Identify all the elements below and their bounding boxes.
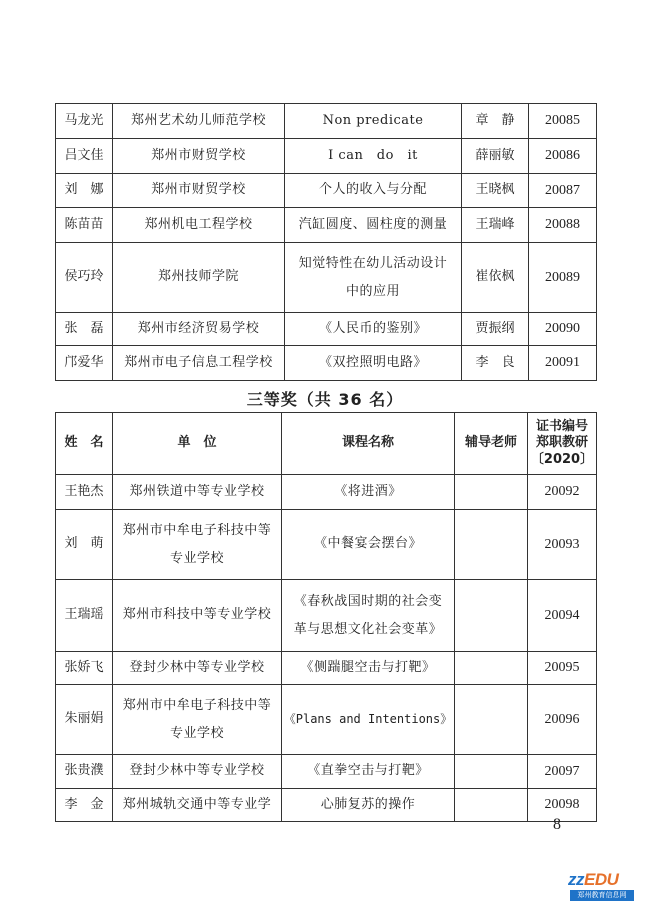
teacher-cell: 王瑞峰: [462, 208, 529, 243]
course-cell: 《中餐宴会摆台》: [282, 510, 455, 580]
name-cell: 吕文佳: [56, 139, 113, 174]
cert-cell: 20087: [529, 174, 597, 208]
cert-cell: 20088: [529, 208, 597, 243]
course-cell: 汽缸圆度、圆柱度的测量: [285, 208, 462, 243]
unit-cell: 郑州市财贸学校: [113, 139, 285, 174]
table-row: [56, 789, 597, 822]
name-cell: 李 金: [56, 789, 113, 822]
course-cell: 心肺复苏的操作: [282, 789, 455, 822]
logo-accent: EDU: [584, 870, 619, 889]
table-row: [56, 174, 597, 208]
header-course: 课程名称: [282, 413, 455, 475]
course-cell: [285, 243, 462, 313]
teacher-cell: 李 良: [462, 346, 529, 381]
unit-cell: 郑州市科技中等专业学校: [113, 580, 282, 652]
name-cell: 刘 娜: [56, 174, 113, 208]
course-cell: [282, 580, 455, 652]
unit-line: 郑州市中牟电子科技中等: [122, 523, 272, 539]
course-cell: 个人的收入与分配: [285, 174, 462, 208]
unit-line: 专业学校: [169, 725, 224, 741]
course-cell: 《Plans and Intentions》: [282, 685, 455, 755]
teacher-cell: [455, 755, 528, 789]
course-line: 中的应用: [345, 283, 400, 299]
name-cell: 马龙光: [56, 104, 113, 139]
teacher-cell: 王晓枫: [462, 174, 529, 208]
table-row: [56, 685, 597, 755]
table-row: [56, 104, 597, 139]
cert-cell: 20089: [529, 243, 597, 313]
course-line: 知觉特性在幼儿活动设计: [298, 256, 448, 272]
name-cell: 朱丽娟: [56, 685, 113, 755]
table-row: [56, 475, 597, 510]
cert-cell: 20092: [528, 475, 597, 510]
header-cert: [528, 413, 597, 475]
table-row: [56, 313, 597, 346]
header-teacher: 辅导老师: [455, 413, 528, 475]
cert-cell: 20095: [528, 652, 597, 685]
course-line: 《春秋战国时期的社会变: [293, 594, 443, 610]
teacher-cell: 章 静: [462, 104, 529, 139]
cert-cell: 20098: [528, 789, 597, 822]
cert-cell: 20085: [529, 104, 597, 139]
teacher-cell: [455, 685, 528, 755]
table-row: [56, 346, 597, 381]
cert-cell: 20093: [528, 510, 597, 580]
page-number: 8: [553, 816, 561, 833]
logo-wordmark: [568, 870, 618, 890]
teacher-cell: [455, 510, 528, 580]
cert-cell: 20096: [528, 685, 597, 755]
header-cert-line: 证书编号: [535, 419, 588, 435]
unit-cell: 郑州市财贸学校: [113, 174, 285, 208]
teacher-cell: [455, 580, 528, 652]
unit-cell: 郑州机电工程学校: [113, 208, 285, 243]
cert-cell: 20091: [529, 346, 597, 381]
name-cell: 王瑞瑶: [56, 580, 113, 652]
teacher-cell: 崔依枫: [462, 243, 529, 313]
course-cell: 《人民币的鉴别》: [285, 313, 462, 346]
name-cell: 张娇飞: [56, 652, 113, 685]
name-cell: 邝爱华: [56, 346, 113, 381]
name-cell: 陈苗苗: [56, 208, 113, 243]
course-cell: 《侧踹腿空击与打靶》: [282, 652, 455, 685]
teacher-cell: [455, 475, 528, 510]
unit-cell: [113, 685, 282, 755]
unit-line: 郑州市中牟电子科技中等: [122, 698, 272, 714]
cert-cell: 20094: [528, 580, 597, 652]
section-title: 三等奖（共 36 名）: [246, 390, 404, 409]
course-line: 革与思想文化社会变革》: [293, 621, 443, 637]
unit-cell: 登封少林中等专业学校: [113, 652, 282, 685]
header-name: 姓 名: [56, 413, 113, 475]
unit-cell: 郑州市经济贸易学校: [113, 313, 285, 346]
course-cell: 《将进酒》: [282, 475, 455, 510]
table-row: [56, 652, 597, 685]
name-cell: 侯巧玲: [56, 243, 113, 313]
unit-cell: 登封少林中等专业学校: [113, 755, 282, 789]
course-cell: I can do it: [285, 139, 462, 174]
awards-table-continued: [55, 103, 597, 381]
cert-cell: 20086: [529, 139, 597, 174]
course-cell: 《双控照明电路》: [285, 346, 462, 381]
logo-main: zz: [568, 870, 584, 889]
teacher-cell: 贾振纲: [462, 313, 529, 346]
name-cell: 张贵濮: [56, 755, 113, 789]
table-header-row: [56, 413, 597, 475]
name-cell: 王艳杰: [56, 475, 113, 510]
logo-subtitle: 郑州教育信息网: [570, 890, 634, 901]
teacher-cell: [455, 789, 528, 822]
teacher-cell: 薛丽敏: [462, 139, 529, 174]
table-row: [56, 580, 597, 652]
third-prize-table: [55, 412, 597, 822]
unit-cell: 郑州铁道中等专业学校: [113, 475, 282, 510]
table-row: [56, 139, 597, 174]
unit-cell: 郑州城轨交通中等专业学: [113, 789, 282, 822]
table-row: [56, 243, 597, 313]
name-cell: 张 磊: [56, 313, 113, 346]
unit-line: 专业学校: [169, 550, 224, 566]
unit-cell: 郑州技师学院: [113, 243, 285, 313]
zzedu-logo: [568, 870, 634, 904]
table-row: [56, 510, 597, 580]
cert-cell: 20097: [528, 755, 597, 789]
course-cell: 《直拳空击与打靶》: [282, 755, 455, 789]
course-cell: Non predicate: [285, 104, 462, 139]
table-row: [56, 208, 597, 243]
name-cell: 刘 萌: [56, 510, 113, 580]
header-unit: 单 位: [113, 413, 282, 475]
cert-cell: 20090: [529, 313, 597, 346]
unit-cell: [113, 510, 282, 580]
unit-cell: 郑州艺术幼儿师范学校: [113, 104, 285, 139]
header-cert-line: 郑职教研: [535, 435, 588, 451]
header-cert-line: 〔2020〕: [530, 451, 594, 467]
teacher-cell: [455, 652, 528, 685]
unit-cell: 郑州市电子信息工程学校: [113, 346, 285, 381]
table-row: [56, 755, 597, 789]
